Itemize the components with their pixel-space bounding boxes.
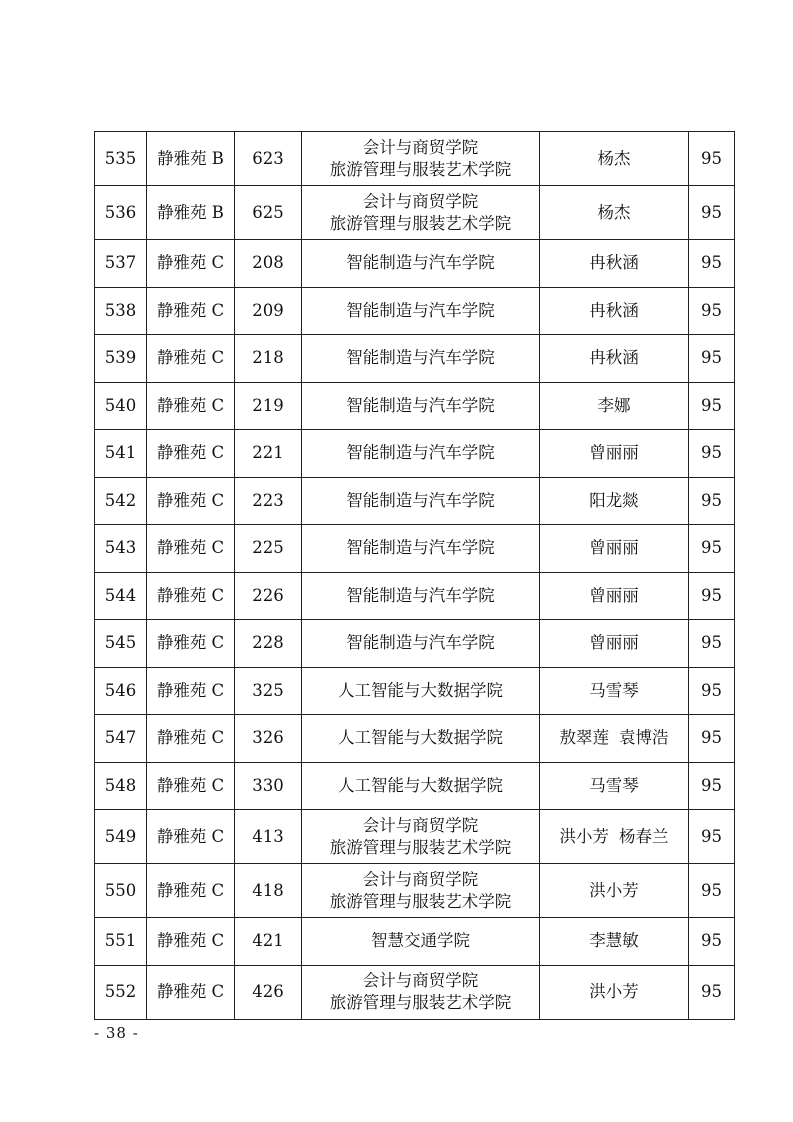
staff-name: 冉秋涵 — [589, 300, 639, 320]
building-cell: 静雅苑 C — [147, 864, 235, 918]
dorm-inspection-table — [94, 131, 735, 1020]
table-row — [95, 620, 735, 668]
staff-name: 曾丽丽 — [589, 538, 639, 558]
table-row — [95, 667, 735, 715]
college-cell — [302, 715, 540, 763]
staff-cell — [540, 667, 689, 715]
score-cell: 95 — [689, 186, 735, 240]
building-cell: 静雅苑 C — [147, 287, 235, 335]
row-number-cell: 551 — [95, 918, 147, 966]
score-cell: 95 — [689, 572, 735, 620]
college-name: 人工智能与大数据学院 — [338, 775, 503, 795]
page-number: - 38 - — [94, 1024, 139, 1042]
college-cell — [302, 667, 540, 715]
staff-cell — [540, 525, 689, 573]
table-row — [95, 965, 735, 1019]
college-name: 会计与商贸学院 — [362, 137, 479, 157]
staff-name: 洪小芳 — [559, 826, 609, 846]
table-row — [95, 572, 735, 620]
staff-cell — [540, 335, 689, 383]
room-cell: 426 — [235, 965, 302, 1019]
staff-name: 杨杰 — [597, 202, 631, 222]
row-number-cell: 545 — [95, 620, 147, 668]
row-number-cell: 535 — [95, 132, 147, 186]
table-row — [95, 240, 735, 288]
building-cell: 静雅苑 C — [147, 572, 235, 620]
room-cell: 421 — [235, 918, 302, 966]
college-name: 智能制造与汽车学院 — [346, 490, 495, 510]
row-number-cell: 547 — [95, 715, 147, 763]
college-cell — [302, 965, 540, 1019]
row-number-cell: 539 — [95, 335, 147, 383]
college-cell — [302, 240, 540, 288]
score-cell: 95 — [689, 762, 735, 810]
table-row — [95, 186, 735, 240]
score-cell: 95 — [689, 132, 735, 186]
row-number-cell: 540 — [95, 382, 147, 430]
building-cell: 静雅苑 C — [147, 525, 235, 573]
room-cell: 209 — [235, 287, 302, 335]
staff-cell — [540, 965, 689, 1019]
score-cell: 95 — [689, 918, 735, 966]
room-cell: 325 — [235, 667, 302, 715]
room-cell: 625 — [235, 186, 302, 240]
staff-name: 曾丽丽 — [589, 443, 639, 463]
college-name: 智能制造与汽车学院 — [346, 538, 495, 558]
building-cell: 静雅苑 C — [147, 477, 235, 525]
row-number-cell: 536 — [95, 186, 147, 240]
table-row — [95, 525, 735, 573]
table-row — [95, 132, 735, 186]
staff-name: 杨杰 — [597, 148, 631, 168]
college-name: 智能制造与汽车学院 — [346, 633, 495, 653]
college-name: 旅游管理与服装艺术学院 — [329, 837, 512, 857]
college-cell — [302, 477, 540, 525]
score-cell: 95 — [689, 477, 735, 525]
table-row — [95, 287, 735, 335]
staff-name: 阳龙燚 — [589, 490, 639, 510]
staff-cell — [540, 715, 689, 763]
building-cell: 静雅苑 B — [147, 186, 235, 240]
table-row — [95, 335, 735, 383]
score-cell: 95 — [689, 715, 735, 763]
row-number-cell: 550 — [95, 864, 147, 918]
college-name: 智能制造与汽车学院 — [346, 443, 495, 463]
college-name: 会计与商贸学院 — [362, 191, 479, 211]
college-cell — [302, 382, 540, 430]
staff-cell — [540, 918, 689, 966]
row-number-cell: 541 — [95, 430, 147, 478]
row-number-cell: 549 — [95, 810, 147, 864]
staff-cell — [540, 477, 689, 525]
college-cell — [302, 864, 540, 918]
table-row — [95, 762, 735, 810]
college-name: 旅游管理与服装艺术学院 — [329, 993, 512, 1012]
building-cell: 静雅苑 B — [147, 132, 235, 186]
college-name: 智能制造与汽车学院 — [346, 585, 495, 605]
staff-cell — [540, 762, 689, 810]
room-cell: 221 — [235, 430, 302, 478]
table-row — [95, 430, 735, 478]
score-cell: 95 — [689, 382, 735, 430]
building-cell: 静雅苑 C — [147, 715, 235, 763]
college-name: 会计与商贸学院 — [362, 869, 479, 889]
room-cell: 226 — [235, 572, 302, 620]
college-name: 人工智能与大数据学院 — [338, 728, 503, 748]
table-body — [95, 132, 735, 1020]
table-row — [95, 810, 735, 864]
row-number-cell: 546 — [95, 667, 147, 715]
college-name: 会计与商贸学院 — [362, 971, 479, 990]
college-name: 智能制造与汽车学院 — [346, 395, 495, 415]
building-cell: 静雅苑 C — [147, 430, 235, 478]
table-row — [95, 715, 735, 763]
staff-name: 敖翠莲 — [559, 728, 609, 748]
building-cell: 静雅苑 C — [147, 918, 235, 966]
table-row — [95, 477, 735, 525]
staff-name: 杨春兰 — [619, 826, 669, 846]
college-cell — [302, 918, 540, 966]
staff-name: 李慧敏 — [589, 931, 639, 951]
score-cell: 95 — [689, 287, 735, 335]
building-cell: 静雅苑 C — [147, 240, 235, 288]
staff-cell — [540, 864, 689, 918]
college-cell — [302, 335, 540, 383]
staff-name: 曾丽丽 — [589, 585, 639, 605]
college-name: 智慧交通学院 — [371, 931, 470, 951]
staff-cell — [540, 240, 689, 288]
room-cell: 225 — [235, 525, 302, 573]
room-cell: 418 — [235, 864, 302, 918]
room-cell: 330 — [235, 762, 302, 810]
staff-cell — [540, 382, 689, 430]
building-cell: 静雅苑 C — [147, 965, 235, 1019]
room-cell: 218 — [235, 335, 302, 383]
staff-name: 马雪琴 — [589, 680, 639, 700]
staff-cell — [540, 186, 689, 240]
row-number-cell: 543 — [95, 525, 147, 573]
staff-name: 马雪琴 — [589, 775, 639, 795]
staff-name: 冉秋涵 — [589, 253, 639, 273]
building-cell: 静雅苑 C — [147, 667, 235, 715]
college-name: 会计与商贸学院 — [362, 815, 479, 835]
staff-name: 洪小芳 — [589, 880, 639, 900]
college-name: 旅游管理与服装艺术学院 — [329, 213, 512, 233]
building-cell: 静雅苑 C — [147, 620, 235, 668]
room-cell: 223 — [235, 477, 302, 525]
building-cell: 静雅苑 C — [147, 335, 235, 383]
college-name: 智能制造与汽车学院 — [346, 300, 495, 320]
row-number-cell: 538 — [95, 287, 147, 335]
room-cell: 228 — [235, 620, 302, 668]
college-name: 旅游管理与服装艺术学院 — [329, 891, 512, 911]
score-cell: 95 — [689, 525, 735, 573]
room-cell: 208 — [235, 240, 302, 288]
row-number-cell: 537 — [95, 240, 147, 288]
row-number-cell: 544 — [95, 572, 147, 620]
table-row — [95, 864, 735, 918]
college-cell — [302, 132, 540, 186]
staff-cell — [540, 430, 689, 478]
staff-name: 洪小芳 — [589, 982, 639, 1001]
staff-name: 冉秋涵 — [589, 348, 639, 368]
room-cell: 413 — [235, 810, 302, 864]
score-cell: 95 — [689, 335, 735, 383]
score-cell: 95 — [689, 965, 735, 1019]
score-cell: 95 — [689, 864, 735, 918]
row-number-cell: 542 — [95, 477, 147, 525]
table-row — [95, 382, 735, 430]
staff-name: 袁博浩 — [619, 728, 669, 748]
college-name: 智能制造与汽车学院 — [346, 348, 495, 368]
college-name: 智能制造与汽车学院 — [346, 253, 495, 273]
staff-cell — [540, 572, 689, 620]
college-name: 人工智能与大数据学院 — [338, 680, 503, 700]
building-cell: 静雅苑 C — [147, 810, 235, 864]
building-cell: 静雅苑 C — [147, 762, 235, 810]
staff-name: 李娜 — [597, 395, 631, 415]
college-cell — [302, 620, 540, 668]
row-number-cell: 552 — [95, 965, 147, 1019]
college-name: 旅游管理与服装艺术学院 — [329, 159, 512, 179]
staff-cell — [540, 132, 689, 186]
score-cell: 95 — [689, 430, 735, 478]
college-cell — [302, 525, 540, 573]
table-row — [95, 918, 735, 966]
score-cell: 95 — [689, 620, 735, 668]
room-cell: 326 — [235, 715, 302, 763]
staff-name: 曾丽丽 — [589, 633, 639, 653]
college-cell — [302, 762, 540, 810]
staff-cell — [540, 287, 689, 335]
score-cell: 95 — [689, 667, 735, 715]
building-cell: 静雅苑 C — [147, 382, 235, 430]
room-cell: 219 — [235, 382, 302, 430]
college-cell — [302, 430, 540, 478]
college-cell — [302, 287, 540, 335]
score-cell: 95 — [689, 810, 735, 864]
college-cell — [302, 572, 540, 620]
staff-cell — [540, 620, 689, 668]
row-number-cell: 548 — [95, 762, 147, 810]
room-cell: 623 — [235, 132, 302, 186]
staff-cell — [540, 810, 689, 864]
college-cell — [302, 810, 540, 864]
score-cell: 95 — [689, 240, 735, 288]
college-cell — [302, 186, 540, 240]
